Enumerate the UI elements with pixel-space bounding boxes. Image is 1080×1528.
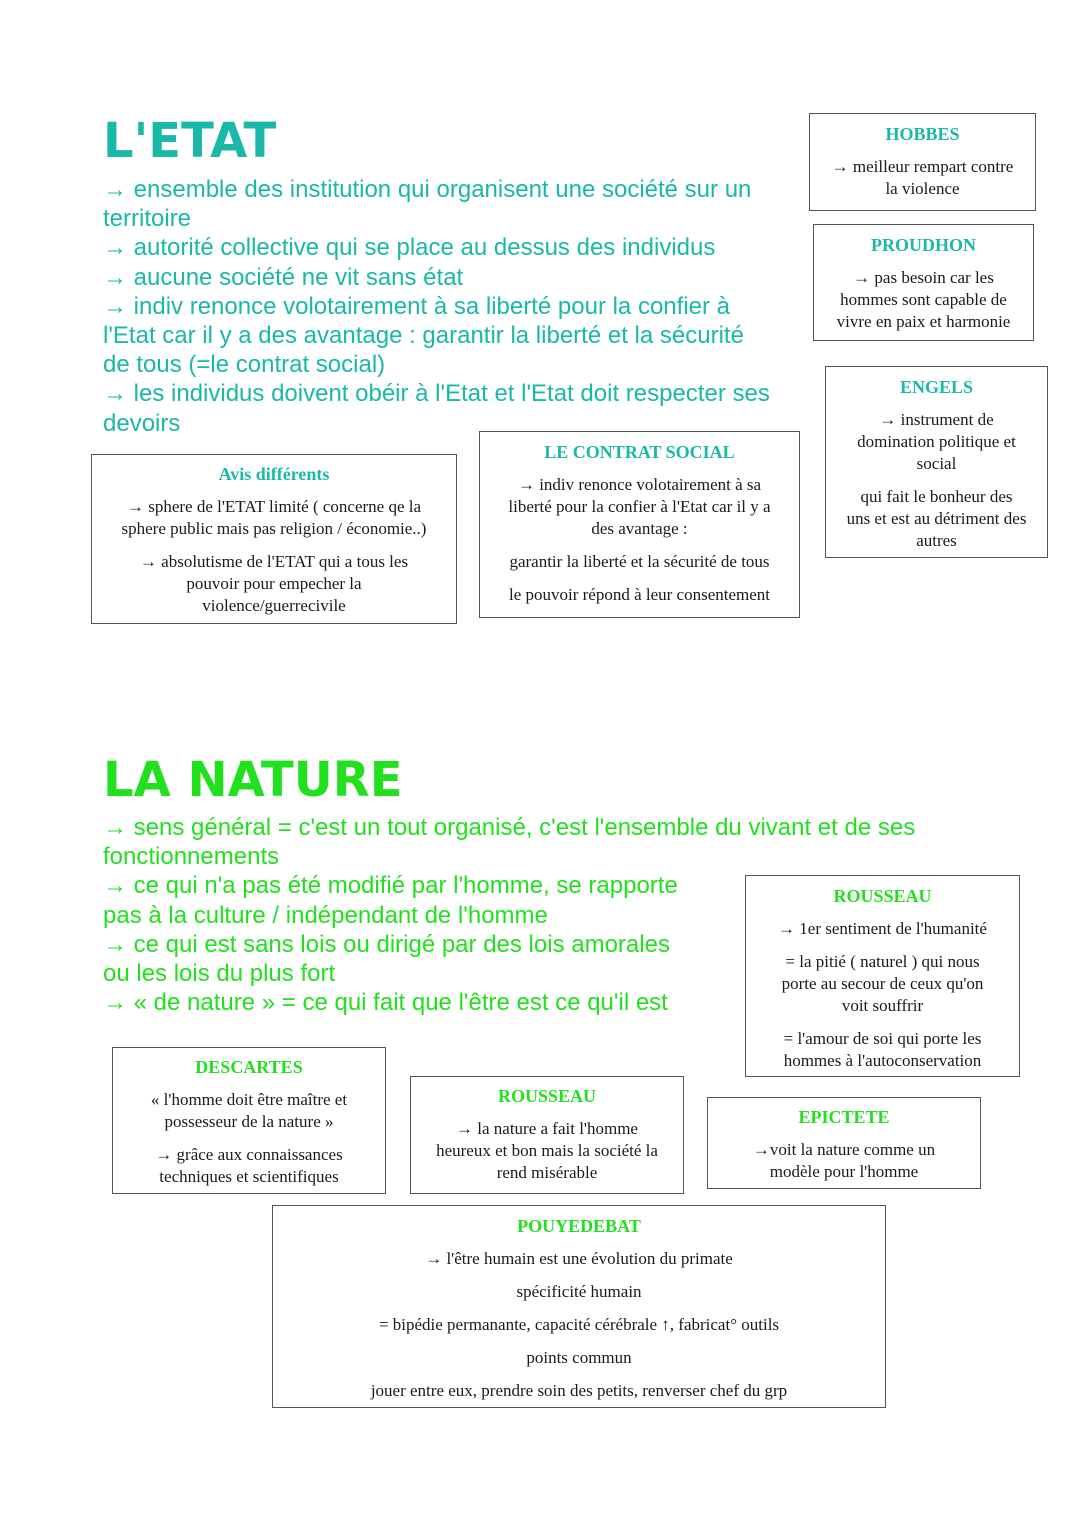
- engels-line: autres: [916, 531, 957, 550]
- contrat-social-title: LE CONTRAT SOCIAL: [544, 442, 735, 462]
- etat-bullet-line: → les individus doivent obéir à l'Etat et l'Etat doit respecter ses: [103, 380, 770, 408]
- contrat-line: des avantage :: [591, 519, 688, 538]
- pouyedebat-line: spécificité humain: [516, 1282, 642, 1301]
- epictete-box: [707, 1097, 981, 1189]
- rousseau-nature-line: → la nature a fait l'homme: [456, 1119, 638, 1138]
- nature-title: LA NATURE: [103, 752, 403, 808]
- descartes-line: possesseur de la nature »: [164, 1112, 334, 1131]
- epictete-line: modèle pour l'homme: [769, 1162, 919, 1181]
- hobbes-line: la violence: [885, 179, 960, 198]
- etat-bullet-line: l'Etat car il y a des avantage : garantir la liberté et la sécurité: [103, 322, 744, 350]
- nature-bullet-line: → « de nature » = ce qui fait que l'être est ce qu'il est: [103, 989, 668, 1017]
- etat-bullets: [103, 175, 770, 438]
- etat-bullet-line: de tous (=le contrat social): [103, 351, 386, 379]
- rousseau-nature-line: rend misérable: [496, 1163, 598, 1182]
- proudhon-line: → pas besoin car les: [853, 268, 994, 287]
- engels-line: qui fait le bonheur des: [860, 487, 1013, 506]
- etat-bullet-line: devoirs: [103, 409, 181, 437]
- contrat-line: liberté pour la confier à l'Etat car il y a: [508, 497, 771, 516]
- descartes-line: « l'homme doit être maître et: [150, 1090, 348, 1109]
- etat-bullet-line: → aucune société ne vit sans état: [103, 263, 464, 291]
- rousseau-sentiment-line: voit souffrir: [841, 996, 924, 1015]
- nature-bullet-line: → ce qui n'a pas été modifié par l'homme, se rapporte: [103, 872, 678, 900]
- nature-bullet-line: → ce qui est sans lois ou dirigé par des lois amorales: [103, 930, 670, 958]
- etat-title: L'ETAT: [103, 113, 277, 169]
- proudhon-title: PROUDHON: [871, 235, 976, 255]
- pouyedebat-title: POUYEDEBAT: [517, 1216, 641, 1236]
- etat-bullet-line: → autorité collective qui se place au dessus des individus: [103, 234, 716, 262]
- etat-bullet-line: → ensemble des institution qui organisent une société sur un: [103, 176, 752, 203]
- rousseau-sentiment-line: porte au secour de ceux qu'on: [781, 974, 984, 993]
- avis-line: violence/guerrecivile: [202, 596, 346, 615]
- avis-line: pouvoir pour empecher la: [186, 574, 362, 593]
- descartes-box: [112, 1047, 386, 1194]
- pouyedebat-line: jouer entre eux, prendre soin des petits, renverser chef du grp: [370, 1381, 788, 1400]
- descartes-title: DESCARTES: [195, 1057, 303, 1077]
- engels-title: ENGELS: [899, 377, 974, 397]
- pouyedebat-line: points commun: [526, 1348, 632, 1367]
- engels-line: → instrument de: [879, 410, 994, 429]
- avis-line: → absolutisme de l'ETAT qui a tous les: [139, 552, 409, 571]
- etat-bullet-line: → indiv renonce volotairement à sa liberté pour la confier à: [103, 292, 730, 320]
- nature-bullet-line: → sens général = c'est un tout organisé, c'est l'ensemble du vivant et de ses: [103, 814, 916, 841]
- descartes-line: → grâce aux connaissances: [155, 1145, 343, 1164]
- pouyedebat-box: [272, 1205, 886, 1408]
- engels-line: uns et est au détriment des: [846, 509, 1027, 528]
- contrat-social-box: [479, 431, 800, 618]
- nature-bullet-line: fonctionnements: [103, 843, 280, 871]
- hobbes-box: [809, 113, 1036, 211]
- rousseau-sentiment-line: → 1er sentiment de l'humanité: [778, 919, 987, 938]
- avis-line: → sphere de l'ETAT limité ( concerne qe la: [126, 497, 422, 516]
- proudhon-box: [813, 224, 1034, 341]
- avis-differents-title: Avis différents: [218, 464, 330, 484]
- rousseau-sentiment-line: = l'amour de soi qui porte les: [783, 1029, 982, 1048]
- rousseau-sentiment-box: [745, 875, 1020, 1077]
- proudhon-line: hommes sont capable de: [840, 290, 1007, 309]
- engels-line: social: [916, 454, 957, 473]
- contrat-line: le pouvoir répond à leur consentement: [508, 585, 771, 604]
- rousseau-nature-title: ROUSSEAU: [497, 1086, 597, 1106]
- nature-bullet-line: ou les lois du plus fort: [103, 960, 336, 988]
- descartes-line: techniques et scientifiques: [159, 1167, 339, 1186]
- engels-line: domination politique et: [857, 432, 1016, 451]
- epictete-title: EPICTETE: [798, 1107, 890, 1127]
- proudhon-line: vivre en paix et harmonie: [836, 312, 1011, 331]
- rousseau-nature-line: heureux et bon mais la société la: [436, 1141, 658, 1160]
- contrat-line: → indiv renonce volotairement à sa: [517, 475, 762, 494]
- avis-differents-box: [91, 454, 457, 624]
- pouyedebat-line: = bipédie permanante, capacité cérébrale ↑, fabricat° outils: [378, 1315, 780, 1334]
- rousseau-nature-box: [410, 1076, 684, 1194]
- contrat-line: garantir la liberté et la sécurité de tous: [509, 552, 770, 571]
- epictete-line: →voit la nature comme un: [752, 1140, 936, 1159]
- hobbes-title: HOBBES: [885, 124, 960, 144]
- rousseau-sentiment-line: = la pitié ( naturel ) qui nous: [785, 952, 980, 971]
- rousseau-sentiment-title: ROUSSEAU: [833, 886, 932, 906]
- engels-box: [825, 366, 1048, 558]
- nature-bullet-line: pas à la culture / indépendant de l'homme: [103, 901, 548, 929]
- pouyedebat-line: → l'être humain est une évolution du primate: [425, 1249, 733, 1268]
- etat-bullet-line: territoire: [103, 205, 192, 233]
- avis-line: sphere public mais pas religion / économie..): [121, 519, 427, 538]
- rousseau-sentiment-line: hommes à l'autoconservation: [783, 1051, 982, 1070]
- hobbes-line: → meilleur rempart contre: [831, 157, 1014, 176]
